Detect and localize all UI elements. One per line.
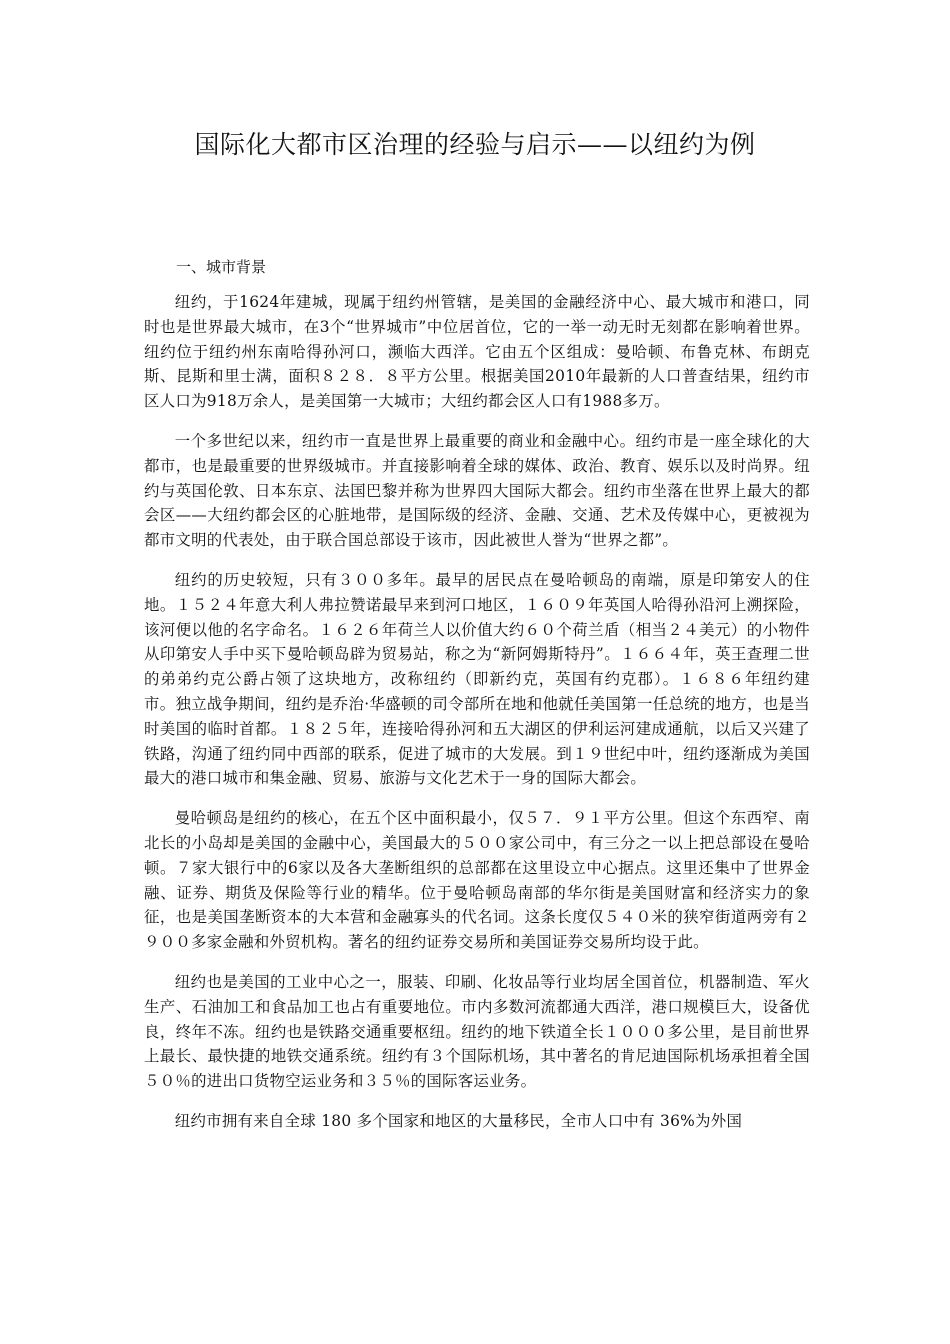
paragraph-6: 纽约市拥有来自全球 180 多个国家和地区的大量移民，全市人口中有 36%为外国 [174,1111,743,1130]
document-title: 国际化大都市区治理的经验与启示——以纽约为例 [194,130,756,159]
paragraph-5: 纽约也是美国的工业中心之一，服装、印刷、化妆品等行业均居全国首位，机器制造、军火生产、石油加工和食品加工也占有重要地位。市内多数河流都通大西洋，港口规模巨大，设备优良，终年不冻。纽约也是铁路交通重要枢纽。纽约的地下铁道全长１０００多公里，是目前世界上最长、最快捷的地铁交通系统。纽约有３个国际机场，其中著名的肯尼迪国际机场承担着全国５０％的进出口货物空运业务和３５％的国际客运业务。 [144,972,810,1091]
paragraph-2: 一个多世纪以来，纽约市一直是世界上最重要的商业和金融中心。纽约市是一座全球化的大都市，也是最重要的世界级城市。并直接影响着全球的媒体、政治、教育、娱乐以及时尚界。纽约与英国伦敦、日本东京、法国巴黎并称为世界四大国际大都会。纽约市坐落在世界上最大的都会区——大纽约都会区的心脏地带，是国际级的经济、金融、交通、艺术及传媒中心，更被视为都市文明的代表处，由于联合国总部设于该市，因此被世人誉为“世界之都”。 [144,431,810,550]
section-heading: 一、城市背景 [176,258,267,276]
paragraph-3: 纽约的历史较短，只有３００多年。最早的居民点在曼哈顿岛的南端，原是印第安人的住地。１５２４年意大利人弗拉赞诺最早来到河口地区，１６０９年英国人哈得孙沿河上溯探险，该河便以他的名字命名。１６２６年荷兰人以价值大约６０个荷兰盾（相当２４美元）的小物件从印第安人手中买下曼哈顿岛辟为贸易站，称之为“新阿姆斯特丹”。１６６４年，英王查理二世的弟弟约克公爵占领了这块地方，改称纽约（即新约克，英国有约克郡）。１６８６年纽约建市。独立战争期间，纽约是乔治·华盛顿的司令部所在地和他就任美国第一任总统的地方，也是当时美国的临时首都。１８２５年，连接哈得孙河和五大湖区的伊利运河建成通航，以后又兴建了铁路，沟通了纽约同中西部的联系，促进了城市的大发展。到１９世纪中叶，纽约逐渐成为美国最大的港口城市和集金融、贸易、旅游与文化艺术于一身的国际大都会。 [144,570,810,788]
body-text [144,290,810,1149]
paragraph-4: 曼哈顿岛是纽约的核心，在五个区中面积最小，仅５７．９１平方公里。但这个东西窄、南北长的小岛却是美国的金融中心，美国最大的５００家公司中，有三分之一以上把总部设在曼哈顿。７家大银行中的6家以及各大垄断组织的总部都在这里设立中心据点。这里还集中了世界金融、证券、期货及保险等行业的精华。位于曼哈顿岛南部的华尔街是美国财富和经济实力的象征，也是美国垄断资本的大本营和金融寡头的代名词。这条长度仅５４０米的狭窄街道两旁有２９００多家金融和外贸机构。著名的纽约证券交易所和美国证券交易所均设于此。 [144,809,810,952]
paragraph-1: 纽约，于1624年建城，现属于纽约州管辖，是美国的金融经济中心、最大城市和港口，同时也是世界最大城市，在3个“世界城市”中位居首位，它的一举一动无时无刻都在影响着世界。纽约位于纽约州东南哈得孙河口，濒临大西洋。它由五个区组成：曼哈顿、布鲁克林、布朗克斯、昆斯和里士满，面积８２８．８平方公里。根据美国2010年最新的人口普查结果，纽约市区人口为918万余人，是美国第一大城市；大纽约都会区人口有1988多万。 [144,293,810,411]
